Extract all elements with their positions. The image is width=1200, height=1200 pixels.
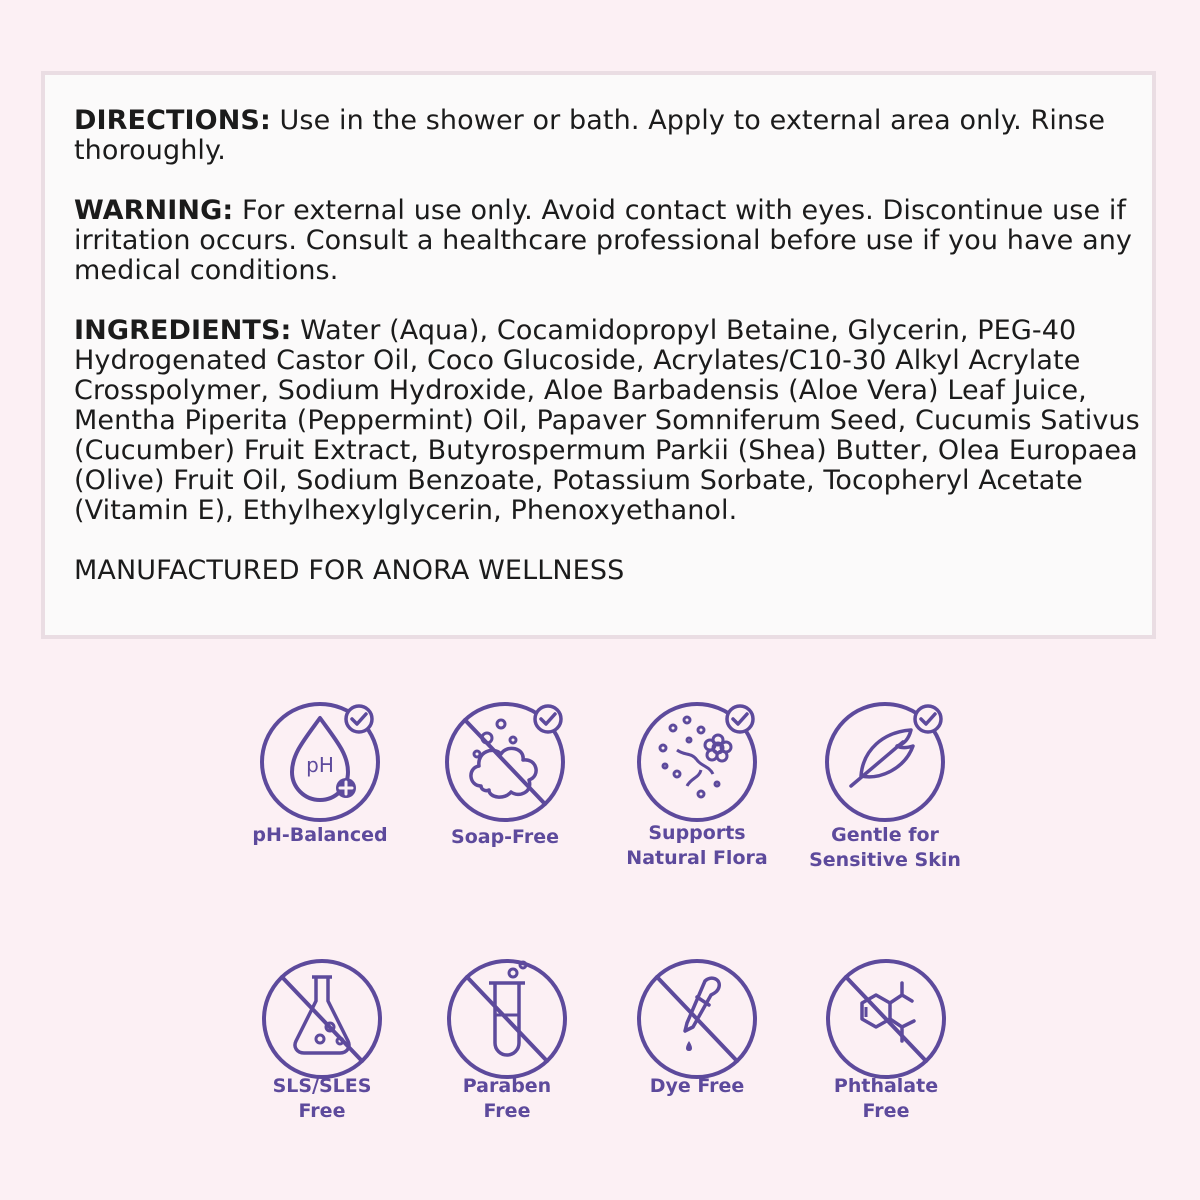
badge-caption-line1: Supports [648, 822, 746, 844]
badge-caption-line1: SLS/SLES [272, 1075, 372, 1097]
directions-text: Use in the shower or bath. Apply to external area only. Rinse thoroughly. [74, 105, 1106, 166]
ph-glyph-text: pH [306, 753, 334, 777]
badge-caption-line2: Free [862, 1100, 910, 1122]
badge-caption-line1: Dye Free [649, 1075, 745, 1097]
badge-caption [766, 1074, 1006, 1124]
badge-phthalate-free [766, 947, 1006, 1147]
badge-caption-line2: Sensitive Skin [809, 849, 961, 871]
badge-caption-line2: Free [298, 1100, 346, 1122]
ingredients-paragraph [74, 316, 1144, 526]
warning-text: For external use only. Avoid contact with eyes. Discontinue use if irritation occurs. Consult a healthcare professional before use if you have any medical conditions. [74, 195, 1133, 286]
phthalate-free-molecule-icon [766, 947, 1006, 1092]
badge-caption-line1: pH-Balanced [252, 824, 388, 846]
ingredients-heading: INGREDIENTS: [74, 315, 292, 346]
badge-caption-line1: Soap-Free [451, 826, 559, 848]
product-label-box [41, 71, 1156, 639]
ingredients-text: Water (Aqua), Cocamidopropyl Betaine, Glycerin, PEG-40 Hydrogenated Castor Oil, Coco Glucoside, Acrylates/C10-30 Alkyl Acrylate Crosspolymer, Sodium Hydroxide, Aloe Barbadensis (Aloe Vera) Leaf Juice, Mentha Piperita (Peppermint) Oil, Papaver Somniferum Seed, Cucumis Sativus (Cucumber) Fruit Extract, Butyrospermum Parkii (Shea) Butter, Olea Europaea (Olive) Fruit Oil, Sodium Benzoate, Potassium Sorbate, Tocopheryl Acetate (Vitamin E), Ethylhexylglycerin, Phenoxyethanol. [74, 315, 1140, 526]
manufacturer-line: MANUFACTURED FOR ANORA WELLNESS [74, 555, 625, 586]
directions-heading: DIRECTIONS: [74, 105, 271, 136]
badge-caption-line2: Natural Flora [626, 847, 768, 869]
badge-gentle-sensitive [765, 690, 1005, 890]
warning-paragraph [74, 196, 1144, 286]
warning-heading: WARNING: [74, 195, 234, 226]
badge-caption [765, 823, 1005, 873]
badge-caption-line2: Free [483, 1100, 531, 1122]
badge-caption-line1: Paraben [462, 1075, 552, 1097]
feather-icon [765, 690, 1005, 835]
badge-caption-line1: Phthalate [833, 1075, 939, 1097]
label-text [74, 106, 1144, 616]
badge-caption-line1: Gentle for [831, 824, 939, 846]
directions-paragraph [74, 106, 1144, 166]
